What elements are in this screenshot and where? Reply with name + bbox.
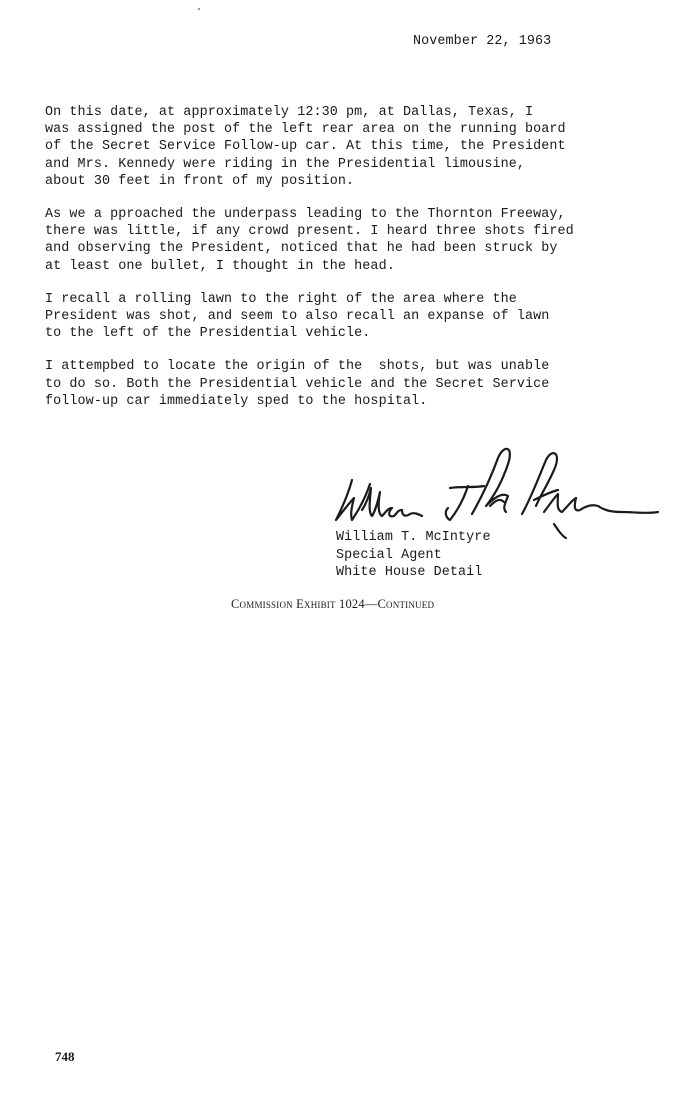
text-line: there was little, if any crowd present. I heard three shots fired (45, 224, 574, 240)
text-line: I recall a rolling lawn to the right of the area where the (45, 291, 517, 307)
paragraph-4 (45, 358, 645, 410)
text-line: at least one bullet, I thought in the head. (45, 258, 395, 274)
signer-unit: White House Detail (336, 565, 483, 581)
text-line: As we a pproached the underpass leading to the Thornton Freeway, (45, 207, 566, 223)
text-line: and observing the President, noticed that he had been struck by (45, 241, 558, 257)
text-line: I attempbed to locate the origin of the shots, but was unable (45, 359, 550, 375)
text-line: to do so. Both the Presidential vehicle and the Secret Service (45, 376, 550, 392)
page-number: 748 (55, 1049, 75, 1064)
paragraph-3 (45, 291, 645, 343)
text-line: and Mrs. Kennedy were riding in the Presidential limousine, (45, 156, 526, 172)
text-line: On this date, at approximately 12:30 pm, at Dallas, Texas, I (45, 105, 534, 120)
text-line: President was shot, and seem to also recall an expanse of lawn (45, 309, 550, 325)
signature-drawing (322, 440, 662, 540)
handwritten-signature (322, 440, 662, 540)
scan-speck (198, 8, 200, 10)
text-line: to the left of the Presidential vehicle. (45, 326, 371, 342)
signer-title: Special Agent (336, 547, 442, 563)
text-line: about 30 feet in front of my position. (45, 173, 355, 189)
paragraph-2 (45, 206, 645, 275)
text-line: of the Secret Service Follow-up car. At this time, the President (45, 139, 566, 155)
text-line: follow-up car immediately sped to the hospital. (45, 393, 428, 409)
text-line: was assigned the post of the left rear area on the running board (45, 122, 566, 138)
letter-body (45, 104, 645, 426)
signature-block (336, 529, 491, 582)
exhibit-caption: Commission Exhibit 1024—Continued (231, 597, 435, 611)
signer-name: William T. McIntyre (336, 530, 491, 545)
letter-date: November 22, 1963 (413, 34, 552, 49)
paragraph-1 (45, 104, 645, 190)
